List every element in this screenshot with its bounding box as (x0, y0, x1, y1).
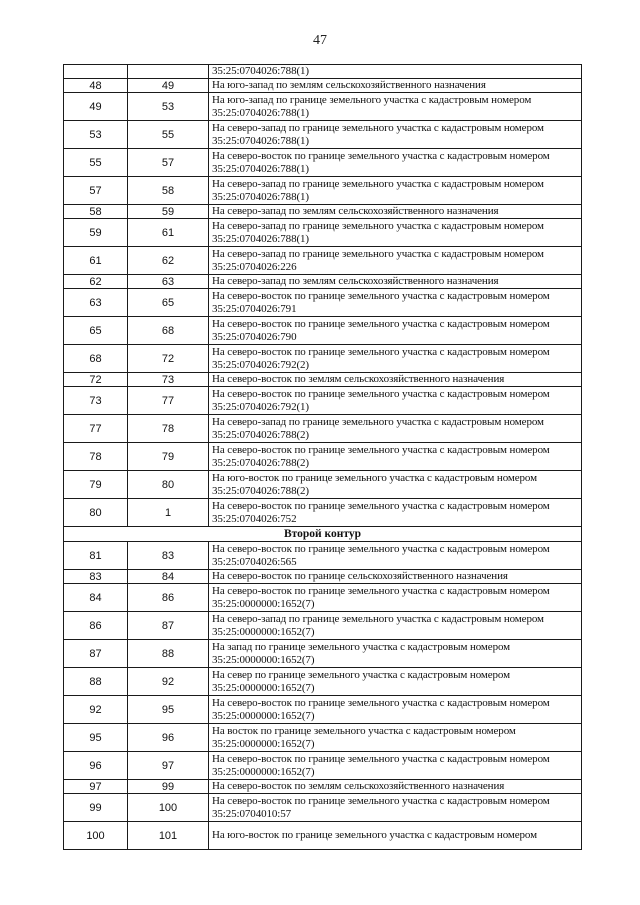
description-cell: На юго-запад по границе земельного участка с кадастровым номером 35:25:0704026:788(1) (209, 93, 582, 121)
table-row (64, 752, 582, 780)
boundary-table-body (64, 65, 582, 850)
point-from-cell: 78 (64, 443, 128, 471)
description-cell: На северо-запад по землям сельскохозяйственного назначения (209, 275, 582, 289)
point-from-cell: 77 (64, 415, 128, 443)
point-from-cell: 59 (64, 219, 128, 247)
point-from-cell: 49 (64, 93, 128, 121)
table-row (64, 177, 582, 205)
table-row (64, 443, 582, 471)
point-from-cell: 96 (64, 752, 128, 780)
description-cell: На северо-восток по границе земельного участка с кадастровым номером 35:25:0704026:788(1) (209, 149, 582, 177)
point-to-cell: 92 (128, 668, 209, 696)
point-from-cell: 68 (64, 345, 128, 373)
description-cell: На северо-восток по границе земельного участка с кадастровым номером 35:25:0704010:57 (209, 794, 582, 822)
point-from-cell: 83 (64, 570, 128, 584)
description-cell: На северо-восток по границе земельного участка с кадастровым номером 35:25:0000000:1652(7) (209, 696, 582, 724)
point-to-cell: 62 (128, 247, 209, 275)
point-from-cell: 58 (64, 205, 128, 219)
description-cell: 35:25:0704026:788(1) (209, 65, 582, 79)
point-to-cell: 68 (128, 317, 209, 345)
point-from-cell (64, 65, 128, 79)
point-from-cell: 79 (64, 471, 128, 499)
table-row (64, 149, 582, 177)
point-from-cell: 55 (64, 149, 128, 177)
point-from-cell: 81 (64, 542, 128, 570)
point-from-cell: 87 (64, 640, 128, 668)
description-cell: На северо-восток по границе земельного участка с кадастровым номером 35:25:0704026:792(1) (209, 387, 582, 415)
table-row (64, 471, 582, 499)
table-row (64, 696, 582, 724)
table-row (64, 219, 582, 247)
table-row (64, 247, 582, 275)
table-row (64, 542, 582, 570)
point-to-cell: 73 (128, 373, 209, 387)
point-to-cell: 100 (128, 794, 209, 822)
table-row (64, 275, 582, 289)
point-to-cell: 83 (128, 542, 209, 570)
table-row (64, 79, 582, 93)
point-to-cell: 55 (128, 121, 209, 149)
description-cell: На северо-восток по землям сельскохозяйственного назначения (209, 780, 582, 794)
description-cell: На северо-восток по границе земельного участка с кадастровым номером 35:25:0704026:790 (209, 317, 582, 345)
section-header-row (64, 527, 582, 542)
description-cell: На северо-запад по границе земельного участка с кадастровым номером 35:25:0704026:788(1) (209, 219, 582, 247)
table-row (64, 822, 582, 850)
description-cell: На северо-запад по границе земельного участка с кадастровым номером 35:25:0704026:788(1) (209, 121, 582, 149)
point-to-cell: 84 (128, 570, 209, 584)
description-cell: На северо-восток по границе земельного участка с кадастровым номером 35:25:0704026:791 (209, 289, 582, 317)
description-cell: На северо-запад по границе земельного участка с кадастровым номером 35:25:0704026:788(1) (209, 177, 582, 205)
boundary-table (63, 64, 582, 850)
table-row (64, 724, 582, 752)
description-cell: На северо-восток по границе земельного участка с кадастровым номером 35:25:0704026:788(2) (209, 443, 582, 471)
table-row (64, 570, 582, 584)
point-to-cell: 1 (128, 499, 209, 527)
point-to-cell: 72 (128, 345, 209, 373)
point-to-cell: 96 (128, 724, 209, 752)
point-from-cell: 73 (64, 387, 128, 415)
point-from-cell: 86 (64, 612, 128, 640)
point-to-cell: 61 (128, 219, 209, 247)
point-to-cell: 97 (128, 752, 209, 780)
point-from-cell: 62 (64, 275, 128, 289)
point-from-cell: 99 (64, 794, 128, 822)
section-title: Второй контур (64, 527, 582, 542)
point-from-cell: 97 (64, 780, 128, 794)
description-cell: На запад по границе земельного участка с кадастровым номером 35:25:0000000:1652(7) (209, 640, 582, 668)
table-row (64, 345, 582, 373)
table-row (64, 612, 582, 640)
description-cell: На юго-восток по границе земельного участка с кадастровым номером 35:25:0704026:788(2) (209, 471, 582, 499)
point-to-cell: 95 (128, 696, 209, 724)
point-to-cell: 99 (128, 780, 209, 794)
point-to-cell: 53 (128, 93, 209, 121)
point-from-cell: 48 (64, 79, 128, 93)
point-from-cell: 72 (64, 373, 128, 387)
table-row (64, 499, 582, 527)
description-cell: На северо-восток по землям сельскохозяйственного назначения (209, 373, 582, 387)
description-cell: На северо-восток по границе земельного участка с кадастровым номером 35:25:0704026:752 (209, 499, 582, 527)
description-cell: На северо-восток по границе земельного участка с кадастровым номером 35:25:0000000:1652(7) (209, 752, 582, 780)
table-row (64, 373, 582, 387)
description-cell: На северо-запад по границе земельного участка с кадастровым номером 35:25:0704026:788(2) (209, 415, 582, 443)
description-cell: На северо-восток по границе земельного участка с кадастровым номером 35:25:0704026:792(2) (209, 345, 582, 373)
point-from-cell: 65 (64, 317, 128, 345)
description-cell: На северо-запад по границе земельного участка с кадастровым номером 35:25:0000000:1652(7) (209, 612, 582, 640)
point-to-cell: 101 (128, 822, 209, 850)
point-to-cell: 77 (128, 387, 209, 415)
point-to-cell: 58 (128, 177, 209, 205)
point-to-cell: 86 (128, 584, 209, 612)
table-row (64, 640, 582, 668)
point-from-cell: 61 (64, 247, 128, 275)
point-from-cell: 88 (64, 668, 128, 696)
description-cell: На северо-запад по землям сельскохозяйственного назначения (209, 205, 582, 219)
point-to-cell: 87 (128, 612, 209, 640)
description-cell: На северо-запад по границе земельного участка с кадастровым номером 35:25:0704026:226 (209, 247, 582, 275)
description-cell: На северо-восток по границе земельного участка с кадастровым номером 35:25:0000000:1652(7) (209, 584, 582, 612)
point-to-cell: 59 (128, 205, 209, 219)
table-row (64, 317, 582, 345)
table-row (64, 780, 582, 794)
table-row (64, 65, 582, 79)
table-row (64, 584, 582, 612)
table-row (64, 289, 582, 317)
table-row (64, 121, 582, 149)
point-from-cell: 84 (64, 584, 128, 612)
page-number: 47 (313, 33, 327, 48)
point-to-cell: 79 (128, 443, 209, 471)
table-row (64, 415, 582, 443)
table-row (64, 668, 582, 696)
description-cell: На северо-восток по границе земельного участка с кадастровым номером 35:25:0704026:565 (209, 542, 582, 570)
point-from-cell: 80 (64, 499, 128, 527)
description-cell: На восток по границе земельного участка с кадастровым номером 35:25:0000000:1652(7) (209, 724, 582, 752)
description-cell: На север по границе земельного участка с кадастровым номером 35:25:0000000:1652(7) (209, 668, 582, 696)
point-to-cell: 57 (128, 149, 209, 177)
point-from-cell: 53 (64, 121, 128, 149)
point-from-cell: 95 (64, 724, 128, 752)
point-to-cell: 78 (128, 415, 209, 443)
point-from-cell: 63 (64, 289, 128, 317)
description-cell: На юго-запад по землям сельскохозяйственного назначения (209, 79, 582, 93)
point-from-cell: 100 (64, 822, 128, 850)
point-to-cell: 65 (128, 289, 209, 317)
point-from-cell: 57 (64, 177, 128, 205)
point-from-cell: 92 (64, 696, 128, 724)
point-to-cell (128, 65, 209, 79)
point-to-cell: 49 (128, 79, 209, 93)
point-to-cell: 63 (128, 275, 209, 289)
table-row (64, 794, 582, 822)
table-row (64, 387, 582, 415)
table-row (64, 93, 582, 121)
description-cell: На северо-восток по границе сельскохозяйственного назначения (209, 570, 582, 584)
table-row (64, 205, 582, 219)
description-cell: На юго-восток по границе земельного участка с кадастровым номером (209, 822, 582, 850)
point-to-cell: 80 (128, 471, 209, 499)
point-to-cell: 88 (128, 640, 209, 668)
